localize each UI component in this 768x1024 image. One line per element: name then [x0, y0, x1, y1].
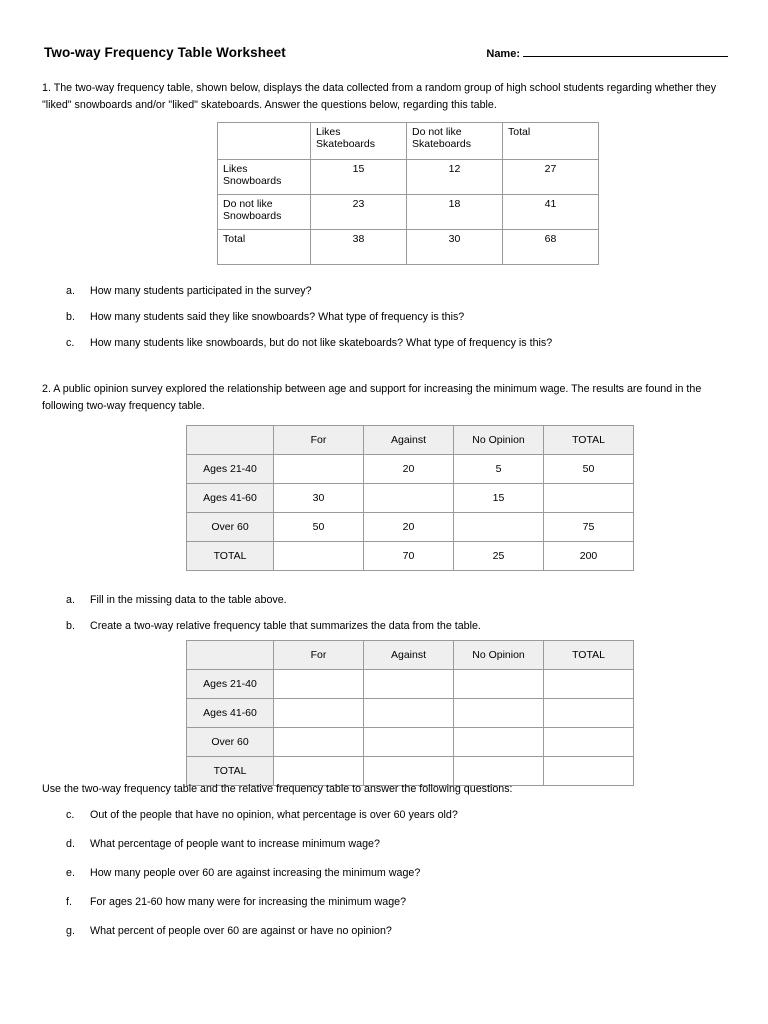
table3-cell-0-0[interactable]	[274, 670, 364, 699]
table-row	[187, 513, 634, 542]
table3-col-header-1: Against	[364, 641, 454, 670]
table1-cell-0-0: 15	[311, 160, 407, 195]
table1-cell-1-0: 23	[311, 195, 407, 230]
question-1-subquestions	[66, 285, 706, 363]
question-2-prompt: 2. A public opinion survey explored the relationship between age and support for increasing the minimum wage. The results are found in the following two-way frequency table.	[42, 383, 702, 412]
table3-corner-cell	[187, 641, 274, 670]
table3-row-header-2: Over 60	[187, 728, 274, 757]
table1-col-header-2: Total	[503, 123, 599, 160]
table3-cell-1-0[interactable]	[274, 699, 364, 728]
table2-cell-0-1[interactable]: 20	[364, 455, 454, 484]
table3-col-header-2: No Opinion	[454, 641, 544, 670]
table2-cell-3-2[interactable]: 25	[454, 542, 544, 571]
instructions-use-tables: Use the two-way frequency table and the relative frequency table to answer the following questions:	[42, 783, 513, 795]
table2-row-header-3: TOTAL	[187, 542, 274, 571]
list-item	[66, 620, 706, 632]
table2-cell-0-0[interactable]	[274, 455, 364, 484]
question-1-prompt: 1. The two-way frequency table, shown below, displays the data collected from a random group of high school students regarding whether they "liked" snowboards and/or "liked" skateboards. Answer the questions below, regarding this table.	[42, 82, 717, 111]
table1-cell-1-1: 18	[407, 195, 503, 230]
table2-cell-0-3[interactable]: 50	[544, 455, 634, 484]
table-row	[218, 230, 599, 265]
question-3-subquestions	[66, 809, 706, 954]
table2-col-header-1: Against	[364, 426, 454, 455]
table-row	[187, 699, 634, 728]
sub-text: How many students participated in the survey?	[90, 285, 312, 297]
table2-cell-1-1[interactable]	[364, 484, 454, 513]
table2-cell-3-1[interactable]: 70	[364, 542, 454, 571]
table3-col-header-0: For	[274, 641, 364, 670]
name-input-line[interactable]	[523, 44, 728, 57]
table-row	[218, 123, 599, 160]
table2-col-header-3: TOTAL	[544, 426, 634, 455]
table2-cell-2-3[interactable]: 75	[544, 513, 634, 542]
table2-cell-2-2[interactable]	[454, 513, 544, 542]
table3-cell-1-2[interactable]	[454, 699, 544, 728]
list-item	[66, 809, 706, 821]
sub-letter: c.	[66, 337, 75, 349]
table2-row-header-2: Over 60	[187, 513, 274, 542]
table2-corner-cell	[187, 426, 274, 455]
table-row	[218, 195, 599, 230]
sub-text: How many people over 60 are against increasing the minimum wage?	[90, 867, 421, 879]
table2-cell-2-1[interactable]: 20	[364, 513, 454, 542]
table3-cell-2-0[interactable]	[274, 728, 364, 757]
list-item	[66, 285, 706, 297]
table1-cell-2-1: 30	[407, 230, 503, 265]
table1-cell-1-2: 41	[503, 195, 599, 230]
list-item	[66, 867, 706, 879]
table1-corner-cell	[218, 123, 311, 160]
list-item	[66, 838, 706, 850]
table3-cell-0-2[interactable]	[454, 670, 544, 699]
table3-cell-2-2[interactable]	[454, 728, 544, 757]
table-row	[187, 670, 634, 699]
list-item	[66, 337, 706, 349]
sub-text: How many students like snowboards, but do not like skateboards? What type of frequency is this?	[90, 337, 553, 349]
sub-letter: a.	[66, 594, 75, 606]
table2-col-header-0: For	[274, 426, 364, 455]
frequency-table-minimum-wage	[186, 425, 634, 571]
table2-cell-1-0[interactable]: 30	[274, 484, 364, 513]
table1-cell-0-1: 12	[407, 160, 503, 195]
table2-cell-1-3[interactable]	[544, 484, 634, 513]
table-row	[187, 641, 634, 670]
sub-letter: g.	[66, 925, 75, 937]
sub-text: How many students said they like snowboards? What type of frequency is this?	[90, 311, 465, 323]
list-item	[66, 311, 706, 323]
table3-row-header-3: TOTAL	[187, 757, 274, 786]
list-item	[66, 925, 706, 937]
table2-col-header-2: No Opinion	[454, 426, 544, 455]
sub-letter: a.	[66, 285, 75, 297]
table3-cell-0-3[interactable]	[544, 670, 634, 699]
sub-text: For ages 21-60 how many were for increasing the minimum wage?	[90, 896, 407, 908]
relative-frequency-table-blank	[186, 640, 634, 786]
sub-letter: b.	[66, 620, 75, 632]
table3-cell-0-1[interactable]	[364, 670, 454, 699]
table2-row-header-0: Ages 21-40	[187, 455, 274, 484]
table-row	[218, 160, 599, 195]
sub-text: Fill in the missing data to the table above.	[90, 594, 287, 606]
sub-text: What percent of people over 60 are against or have no opinion?	[90, 925, 392, 937]
name-label: Name:	[486, 48, 520, 60]
table2-row-header-1: Ages 41-60	[187, 484, 274, 513]
sub-letter: f.	[66, 896, 72, 908]
question-2-subquestions	[66, 594, 706, 646]
sub-letter: d.	[66, 838, 75, 850]
table1-col-header-1: Do not like Skateboards	[407, 123, 503, 160]
table1-col-header-0: Likes Skateboards	[311, 123, 407, 160]
table3-col-header-3: TOTAL	[544, 641, 634, 670]
list-item	[66, 896, 706, 908]
table1-cell-2-2: 68	[503, 230, 599, 265]
table2-cell-1-2[interactable]: 15	[454, 484, 544, 513]
table3-row-header-0: Ages 21-40	[187, 670, 274, 699]
table-row	[187, 426, 634, 455]
sub-text: Create a two-way relative frequency table that summarizes the data from the table.	[90, 620, 481, 632]
table1-row-header-1: Do not like Snowboards	[218, 195, 311, 230]
sub-letter: b.	[66, 311, 75, 323]
table2-cell-0-2[interactable]: 5	[454, 455, 544, 484]
table3-row-header-1: Ages 41-60	[187, 699, 274, 728]
table2-cell-3-0[interactable]	[274, 542, 364, 571]
table-row	[187, 484, 634, 513]
table3-cell-2-1[interactable]	[364, 728, 454, 757]
table-row	[187, 455, 634, 484]
sub-letter: c.	[66, 809, 75, 821]
table1-cell-2-0: 38	[311, 230, 407, 265]
name-field-block	[486, 44, 728, 60]
table2-cell-3-3[interactable]: 200	[544, 542, 634, 571]
frequency-table-snowboards	[217, 122, 599, 265]
worksheet-header	[44, 44, 728, 60]
sub-letter: e.	[66, 867, 75, 879]
table1-cell-0-2: 27	[503, 160, 599, 195]
table3-cell-2-3[interactable]	[544, 728, 634, 757]
sub-text: What percentage of people want to increase minimum wage?	[90, 838, 380, 850]
page-title: Two-way Frequency Table Worksheet	[44, 45, 286, 60]
table3-cell-1-1[interactable]	[364, 699, 454, 728]
sub-text: Out of the people that have no opinion, what percentage is over 60 years old?	[90, 809, 458, 821]
table-row	[187, 728, 634, 757]
table-row	[187, 542, 634, 571]
table1-row-header-2: Total	[218, 230, 311, 265]
table1-row-header-0: Likes Snowboards	[218, 160, 311, 195]
table2-cell-2-0[interactable]: 50	[274, 513, 364, 542]
list-item	[66, 594, 706, 606]
table3-cell-1-3[interactable]	[544, 699, 634, 728]
